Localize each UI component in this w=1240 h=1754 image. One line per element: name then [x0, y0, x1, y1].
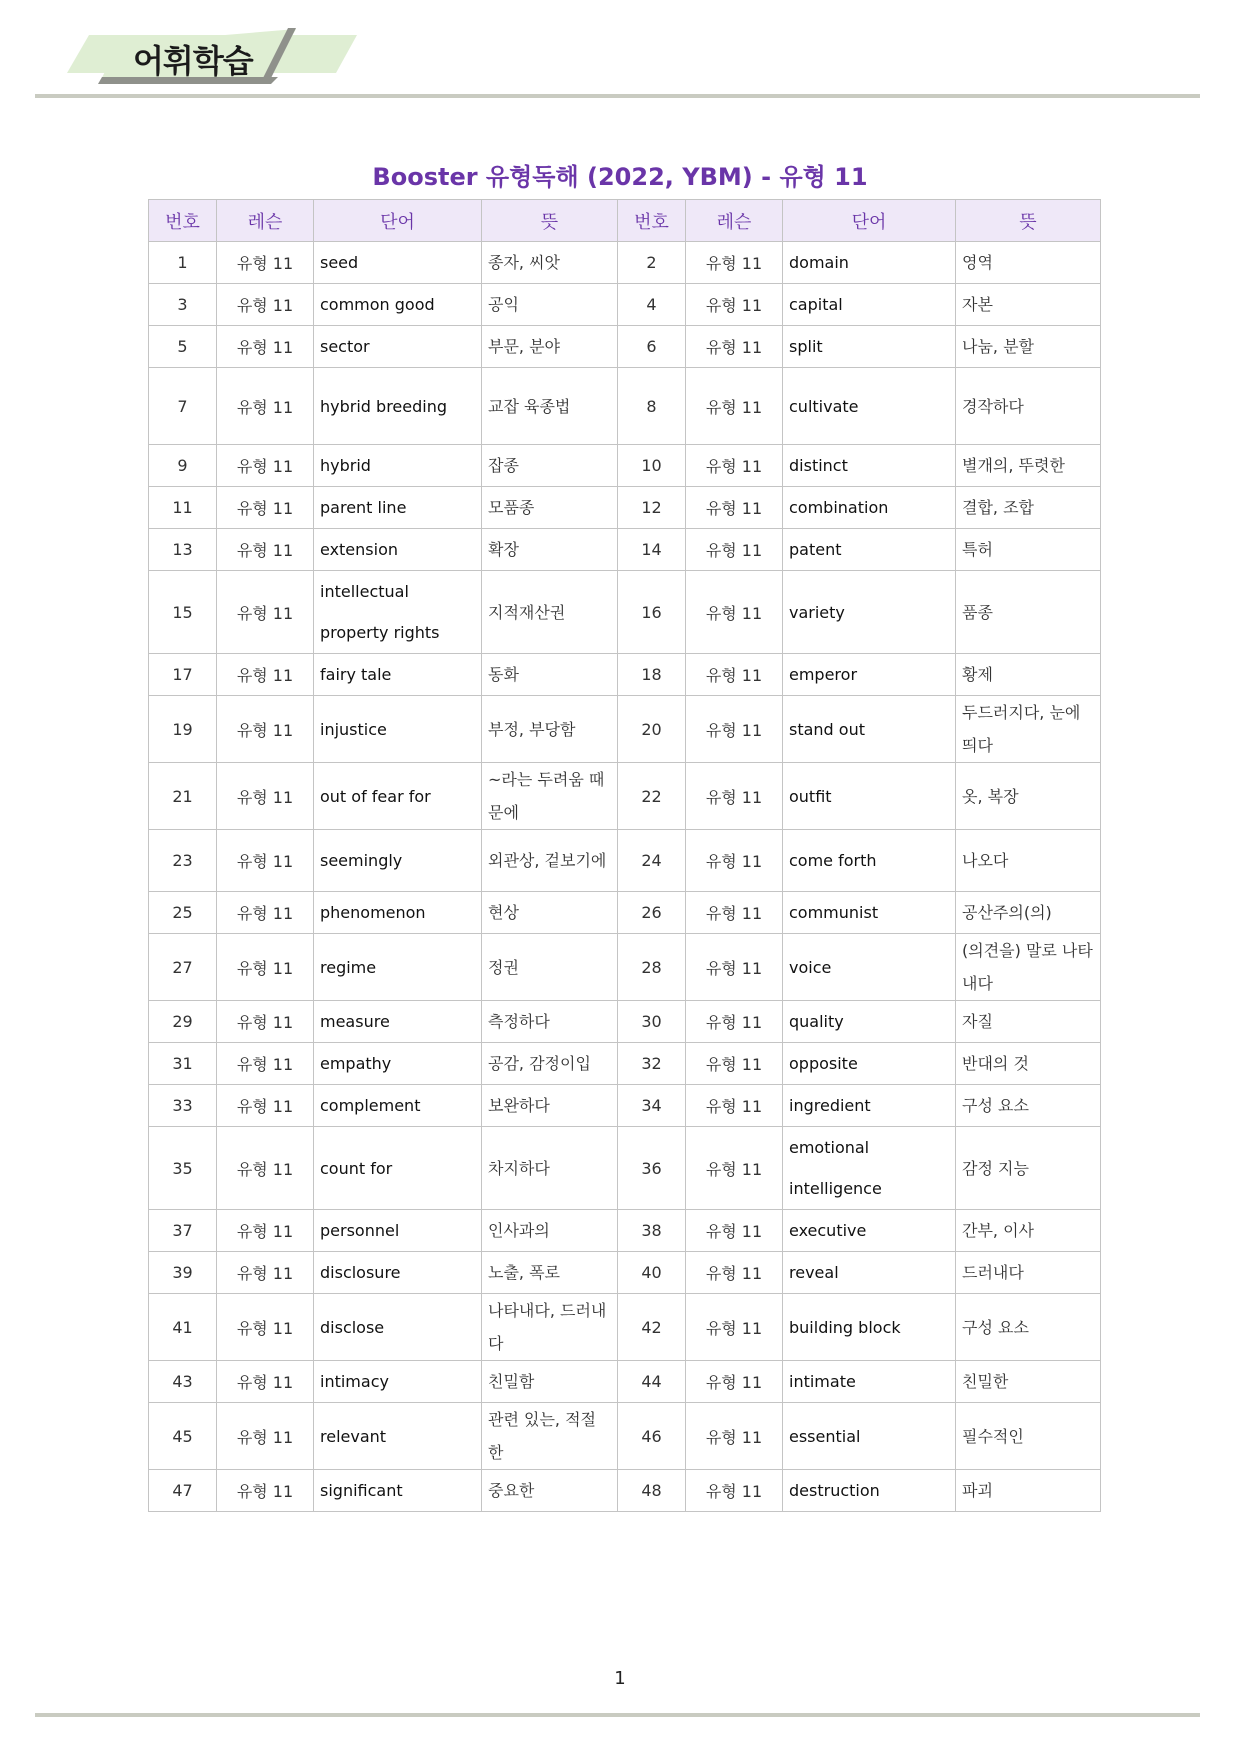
- table-row: [149, 763, 1101, 830]
- entry-number: 4: [618, 284, 686, 326]
- entry-word: emotional intelligence: [783, 1127, 956, 1210]
- entry-word: out of fear for: [314, 763, 482, 830]
- entry-meaning: 측정하다: [482, 1001, 618, 1043]
- table-row: [149, 1470, 1101, 1512]
- table-row: [149, 1001, 1101, 1043]
- table-row: [149, 1252, 1101, 1294]
- entry-number: 17: [149, 654, 217, 696]
- entry-number: 2: [618, 242, 686, 284]
- entry-number: 8: [618, 368, 686, 445]
- entry-number: 7: [149, 368, 217, 445]
- table-row: [149, 1210, 1101, 1252]
- entry-meaning: 보완하다: [482, 1085, 618, 1127]
- entry-word: complement: [314, 1085, 482, 1127]
- entry-lesson: 유형 11: [217, 1085, 314, 1127]
- entry-number: 5: [149, 326, 217, 368]
- col-header-meaning: 뜻: [956, 200, 1101, 242]
- entry-number: 42: [618, 1294, 686, 1361]
- entry-number: 33: [149, 1085, 217, 1127]
- entry-lesson: 유형 11: [686, 1001, 783, 1043]
- entry-meaning: 종자, 씨앗: [482, 242, 618, 284]
- entry-lesson: 유형 11: [686, 445, 783, 487]
- entry-number: 19: [149, 696, 217, 763]
- entry-meaning: ~라는 두려움 때문에: [482, 763, 618, 830]
- entry-word: combination: [783, 487, 956, 529]
- table-row: [149, 934, 1101, 1001]
- entry-lesson: 유형 11: [686, 934, 783, 1001]
- entry-lesson: 유형 11: [686, 368, 783, 445]
- entry-word: quality: [783, 1001, 956, 1043]
- vocabulary-table: [148, 199, 1101, 1512]
- entry-lesson: 유형 11: [686, 654, 783, 696]
- entry-meaning: 관련 있는, 적절한: [482, 1403, 618, 1470]
- entry-number: 10: [618, 445, 686, 487]
- entry-number: 29: [149, 1001, 217, 1043]
- entry-word: split: [783, 326, 956, 368]
- entry-word: destruction: [783, 1470, 956, 1512]
- entry-word: opposite: [783, 1043, 956, 1085]
- entry-meaning: 현상: [482, 892, 618, 934]
- entry-word: hybrid breeding: [314, 368, 482, 445]
- table-row: [149, 487, 1101, 529]
- entry-number: 37: [149, 1210, 217, 1252]
- entry-meaning: 품종: [956, 571, 1101, 654]
- entry-number: 40: [618, 1252, 686, 1294]
- entry-meaning: 반대의 것: [956, 1043, 1101, 1085]
- entry-word: domain: [783, 242, 956, 284]
- table-row: [149, 529, 1101, 571]
- entry-number: 43: [149, 1361, 217, 1403]
- entry-word: stand out: [783, 696, 956, 763]
- entry-meaning: 감정 지능: [956, 1127, 1101, 1210]
- entry-meaning: 친밀한: [956, 1361, 1101, 1403]
- table-row: [149, 445, 1101, 487]
- entry-number: 30: [618, 1001, 686, 1043]
- entry-meaning: 공익: [482, 284, 618, 326]
- entry-word: injustice: [314, 696, 482, 763]
- entry-word: significant: [314, 1470, 482, 1512]
- entry-word: relevant: [314, 1403, 482, 1470]
- entry-number: 27: [149, 934, 217, 1001]
- entry-meaning: 별개의, 뚜렷한: [956, 445, 1101, 487]
- entry-lesson: 유형 11: [217, 445, 314, 487]
- section-header: [0, 0, 1240, 100]
- entry-number: 3: [149, 284, 217, 326]
- entry-lesson: 유형 11: [686, 696, 783, 763]
- entry-lesson: 유형 11: [686, 1361, 783, 1403]
- entry-number: 25: [149, 892, 217, 934]
- entry-meaning: 파괴: [956, 1470, 1101, 1512]
- entry-number: 41: [149, 1294, 217, 1361]
- table-row: [149, 892, 1101, 934]
- table-row: [149, 1043, 1101, 1085]
- table-row: [149, 654, 1101, 696]
- entry-word: come forth: [783, 830, 956, 892]
- entry-word: regime: [314, 934, 482, 1001]
- entry-word: phenomenon: [314, 892, 482, 934]
- entry-lesson: 유형 11: [686, 1210, 783, 1252]
- entry-word: intimacy: [314, 1361, 482, 1403]
- entry-number: 34: [618, 1085, 686, 1127]
- entry-number: 35: [149, 1127, 217, 1210]
- entry-meaning: 동화: [482, 654, 618, 696]
- table-row: [149, 368, 1101, 445]
- entry-meaning: 외관상, 겉보기에: [482, 830, 618, 892]
- entry-word: cultivate: [783, 368, 956, 445]
- entry-lesson: 유형 11: [217, 529, 314, 571]
- entry-meaning: 인사과의: [482, 1210, 618, 1252]
- entry-number: 18: [618, 654, 686, 696]
- entry-lesson: 유형 11: [686, 763, 783, 830]
- entry-number: 26: [618, 892, 686, 934]
- entry-number: 47: [149, 1470, 217, 1512]
- entry-meaning: 결합, 조합: [956, 487, 1101, 529]
- entry-meaning: (의견을) 말로 나타내다: [956, 934, 1101, 1001]
- entry-meaning: 잡종: [482, 445, 618, 487]
- entry-word: distinct: [783, 445, 956, 487]
- table-row: [149, 1403, 1101, 1470]
- entry-word: voice: [783, 934, 956, 1001]
- entry-number: 16: [618, 571, 686, 654]
- entry-number: 13: [149, 529, 217, 571]
- top-divider: [35, 94, 1200, 98]
- entry-meaning: 나타내다, 드러내다: [482, 1294, 618, 1361]
- bottom-divider: [35, 1713, 1200, 1717]
- entry-lesson: 유형 11: [217, 326, 314, 368]
- table-row: [149, 1294, 1101, 1361]
- entry-word: intellectual property rights: [314, 571, 482, 654]
- entry-word: measure: [314, 1001, 482, 1043]
- entry-word: variety: [783, 571, 956, 654]
- entry-meaning: 자본: [956, 284, 1101, 326]
- entry-lesson: 유형 11: [217, 1252, 314, 1294]
- entry-lesson: 유형 11: [217, 1043, 314, 1085]
- entry-lesson: 유형 11: [686, 571, 783, 654]
- entry-word: extension: [314, 529, 482, 571]
- entry-meaning: 경작하다: [956, 368, 1101, 445]
- entry-meaning: 모품종: [482, 487, 618, 529]
- col-header-lesson: 레슨: [686, 200, 783, 242]
- entry-number: 46: [618, 1403, 686, 1470]
- entry-number: 45: [149, 1403, 217, 1470]
- entry-word: capital: [783, 284, 956, 326]
- entry-meaning: 공산주의(의): [956, 892, 1101, 934]
- entry-number: 22: [618, 763, 686, 830]
- entry-word: disclosure: [314, 1252, 482, 1294]
- entry-lesson: 유형 11: [686, 1127, 783, 1210]
- entry-lesson: 유형 11: [217, 654, 314, 696]
- entry-word: seemingly: [314, 830, 482, 892]
- entry-meaning: 특허: [956, 529, 1101, 571]
- entry-number: 44: [618, 1361, 686, 1403]
- entry-meaning: 옷, 복장: [956, 763, 1101, 830]
- entry-meaning: 구성 요소: [956, 1294, 1101, 1361]
- entry-lesson: 유형 11: [217, 1361, 314, 1403]
- table-row: [149, 830, 1101, 892]
- entry-meaning: 지적재산권: [482, 571, 618, 654]
- entry-number: 36: [618, 1127, 686, 1210]
- entry-meaning: 나오다: [956, 830, 1101, 892]
- entry-word: personnel: [314, 1210, 482, 1252]
- entry-meaning: 드러내다: [956, 1252, 1101, 1294]
- entry-number: 24: [618, 830, 686, 892]
- entry-word: executive: [783, 1210, 956, 1252]
- entry-meaning: 차지하다: [482, 1127, 618, 1210]
- col-header-number: 번호: [618, 200, 686, 242]
- entry-meaning: 영역: [956, 242, 1101, 284]
- entry-lesson: 유형 11: [217, 284, 314, 326]
- entry-meaning: 확장: [482, 529, 618, 571]
- entry-meaning: 노출, 폭로: [482, 1252, 618, 1294]
- entry-meaning: 자질: [956, 1001, 1101, 1043]
- entry-number: 14: [618, 529, 686, 571]
- entry-meaning: 부정, 부당함: [482, 696, 618, 763]
- entry-lesson: 유형 11: [686, 529, 783, 571]
- entry-lesson: 유형 11: [217, 1001, 314, 1043]
- entry-lesson: 유형 11: [686, 1470, 783, 1512]
- entry-word: sector: [314, 326, 482, 368]
- table-row: [149, 571, 1101, 654]
- table-row: [149, 326, 1101, 368]
- table-header-row: [149, 200, 1101, 242]
- entry-lesson: 유형 11: [217, 892, 314, 934]
- entry-lesson: 유형 11: [686, 242, 783, 284]
- entry-number: 12: [618, 487, 686, 529]
- entry-meaning: 나눔, 분할: [956, 326, 1101, 368]
- table-row: [149, 1127, 1101, 1210]
- entry-meaning: 공감, 감정이입: [482, 1043, 618, 1085]
- entry-word: disclose: [314, 1294, 482, 1361]
- entry-lesson: 유형 11: [686, 1085, 783, 1127]
- entry-number: 28: [618, 934, 686, 1001]
- entry-word: reveal: [783, 1252, 956, 1294]
- entry-number: 39: [149, 1252, 217, 1294]
- entry-number: 32: [618, 1043, 686, 1085]
- entry-word: patent: [783, 529, 956, 571]
- entry-meaning: 황제: [956, 654, 1101, 696]
- entry-lesson: 유형 11: [217, 763, 314, 830]
- entry-meaning: 교잡 육종법: [482, 368, 618, 445]
- entry-lesson: 유형 11: [686, 284, 783, 326]
- entry-word: ingredient: [783, 1085, 956, 1127]
- entry-lesson: 유형 11: [686, 1252, 783, 1294]
- table-row: [149, 696, 1101, 763]
- entry-meaning: 중요한: [482, 1470, 618, 1512]
- entry-lesson: 유형 11: [217, 368, 314, 445]
- entry-word: count for: [314, 1127, 482, 1210]
- entry-lesson: 유형 11: [217, 1470, 314, 1512]
- table-row: [149, 1085, 1101, 1127]
- entry-lesson: 유형 11: [217, 1127, 314, 1210]
- entry-meaning: 부문, 분야: [482, 326, 618, 368]
- entry-word: emperor: [783, 654, 956, 696]
- section-title: 어휘학습: [133, 42, 253, 80]
- entry-word: communist: [783, 892, 956, 934]
- entry-lesson: 유형 11: [217, 1403, 314, 1470]
- col-header-lesson: 레슨: [217, 200, 314, 242]
- entry-lesson: 유형 11: [217, 1210, 314, 1252]
- entry-word: common good: [314, 284, 482, 326]
- table-body: [149, 242, 1101, 1512]
- entry-number: 9: [149, 445, 217, 487]
- entry-number: 6: [618, 326, 686, 368]
- col-header-word: 단어: [783, 200, 956, 242]
- entry-meaning: 두드러지다, 눈에 띄다: [956, 696, 1101, 763]
- entry-word: fairy tale: [314, 654, 482, 696]
- entry-meaning: 정권: [482, 934, 618, 1001]
- entry-meaning: 간부, 이사: [956, 1210, 1101, 1252]
- entry-word: building block: [783, 1294, 956, 1361]
- entry-lesson: 유형 11: [217, 830, 314, 892]
- entry-lesson: 유형 11: [686, 326, 783, 368]
- entry-lesson: 유형 11: [217, 242, 314, 284]
- entry-lesson: 유형 11: [686, 830, 783, 892]
- col-header-word: 단어: [314, 200, 482, 242]
- entry-number: 48: [618, 1470, 686, 1512]
- entry-lesson: 유형 11: [686, 487, 783, 529]
- page-number: 1: [614, 1668, 626, 1689]
- entry-number: 20: [618, 696, 686, 763]
- entry-lesson: 유형 11: [686, 1294, 783, 1361]
- entry-word: outfit: [783, 763, 956, 830]
- entry-number: 11: [149, 487, 217, 529]
- entry-number: 31: [149, 1043, 217, 1085]
- entry-meaning: 구성 요소: [956, 1085, 1101, 1127]
- table-row: [149, 1361, 1101, 1403]
- entry-lesson: 유형 11: [217, 571, 314, 654]
- entry-word: essential: [783, 1403, 956, 1470]
- entry-lesson: 유형 11: [686, 1403, 783, 1470]
- entry-word: intimate: [783, 1361, 956, 1403]
- entry-number: 38: [618, 1210, 686, 1252]
- entry-number: 15: [149, 571, 217, 654]
- entry-lesson: 유형 11: [217, 1294, 314, 1361]
- document-title: Booster 유형독해 (2022, YBM) - 유형 11: [372, 163, 868, 191]
- entry-lesson: 유형 11: [686, 1043, 783, 1085]
- table-row: [149, 242, 1101, 284]
- entry-number: 21: [149, 763, 217, 830]
- entry-word: empathy: [314, 1043, 482, 1085]
- entry-word: parent line: [314, 487, 482, 529]
- entry-word: seed: [314, 242, 482, 284]
- col-header-number: 번호: [149, 200, 217, 242]
- entry-lesson: 유형 11: [217, 487, 314, 529]
- entry-number: 1: [149, 242, 217, 284]
- entry-meaning: 친밀함: [482, 1361, 618, 1403]
- entry-lesson: 유형 11: [686, 892, 783, 934]
- entry-number: 23: [149, 830, 217, 892]
- entry-word: hybrid: [314, 445, 482, 487]
- entry-meaning: 필수적인: [956, 1403, 1101, 1470]
- entry-lesson: 유형 11: [217, 696, 314, 763]
- col-header-meaning: 뜻: [482, 200, 618, 242]
- table-row: [149, 284, 1101, 326]
- entry-lesson: 유형 11: [217, 934, 314, 1001]
